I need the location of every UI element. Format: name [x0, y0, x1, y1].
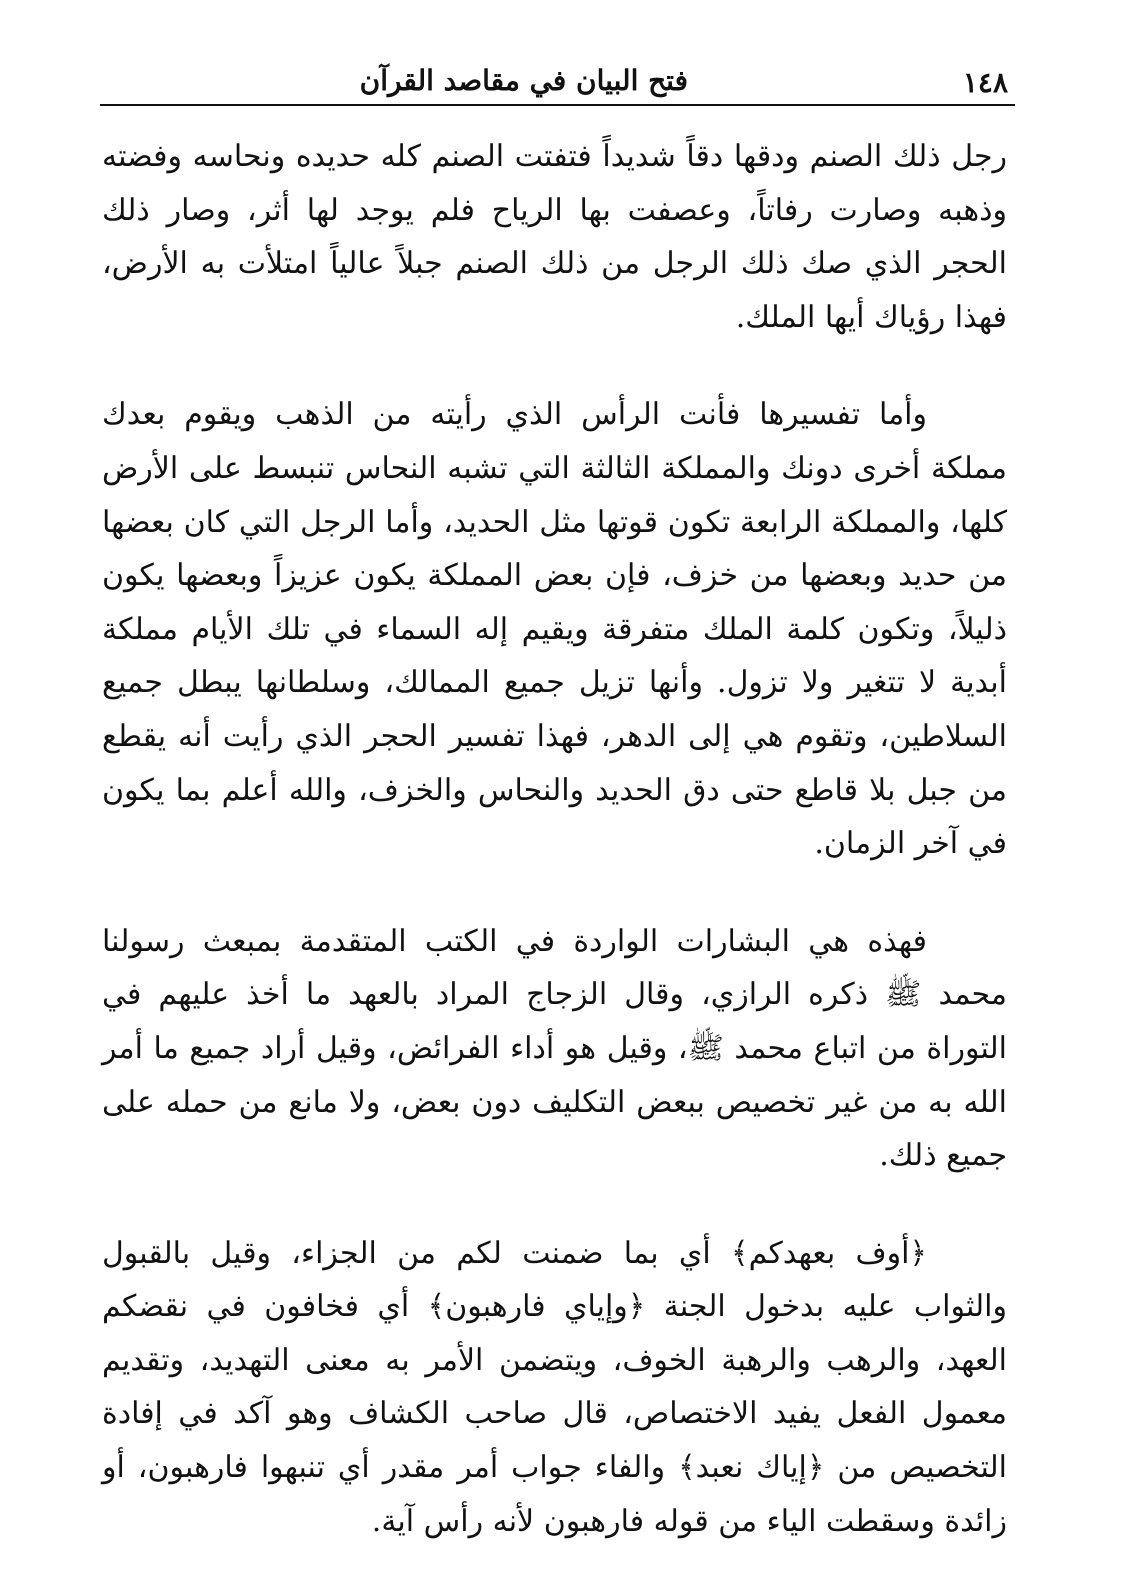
paragraph-1: رجل ذلك الصنم ودقها دقاً شديداً فتفتت الصنم كله حديده ونحاسه وفضته وذهبه وصارت رفاتاً، وعصفت بها الرياح فلم يوجد لها أثر، وصار ذلك الحجر الذي صك ذلك الرجل من ذلك الصنم جبلاً عالياً امتلأت به الأرض، فهذا رؤياك أيها الملك.	[102, 139, 1007, 335]
header-rule	[100, 104, 1015, 106]
page-number: ١٤٨	[962, 66, 1008, 99]
paragraph-4: ﴿أوف بعهدكم﴾ أي بما ضمنت لكم من الجزاء، وقيل بالقبول والثواب عليه بدخول الجنة ﴿وإياي فارهبون﴾ أي فخافون في نقضكم العهد، والرهب والرهبة الخوف، ويتضمن الأمر به معنى التهديد، وتقديم معمول الفعل يفيد الاختصاص، قال صاحب الكشاف وهو آكد في إفادة التخصيص من ﴿إياك نعبد﴾ والفاء جواب أمر مقدر أي تنبهوا فارهبون، أو زائدة وسقطت الياء من قوله فارهبون لأنه رأس آية.	[102, 1235, 1007, 1539]
paragraph-3: فهذه هي البشارات الواردة في الكتب المتقدمة بمبعث رسولنا محمد ﷺ ذكره الرازي، وقال الزجاج المراد بالعهد ما أخذ عليهم في التوراة من اتباع محمد ﷺ، وقيل هو أداء الفرائض، وقيل أراد جميع ما أمر الله به من غير تخصيص ببعض التكليف دون بعض، ولا مانع من حمله على جميع ذلك.	[102, 923, 1007, 1174]
page-header	[100, 60, 1018, 104]
running-title: فتح البيان في مقاصد القرآن	[359, 64, 688, 97]
body-text	[102, 130, 1007, 1548]
paragraph-2: وأما تفسيرها فأنت الرأس الذي رأيته من الذهب ويقوم بعدك مملكة أخرى دونك والمملكة الثالثة التي تشبه النحاس تنبسط على الأرض كلها، والمملكة الرابعة تكون قوتها مثل الحديد، وأما الرجل التي كان بعضها من حديد وبعضها من خزف، فإن بعض المملكة يكون عزيزاً وبعضها يكون ذليلاً، وتكون كلمة الملك متفرقة ويقيم إله السماء في تلك الأيام مملكة أبدية لا تتغير ولا تزول. وأنها تزيل جميع الممالك، وسلطانها يبطل جميع السلاطين، وتقوم هي إلى الدهر، فهذا تفسير الحجر الذي رأيت أنه يقطع من جبل بلا قاطع حتى دق الحديد والنحاس والخزف، والله أعلم بما يكون في آخر الزمان.	[102, 397, 1007, 862]
